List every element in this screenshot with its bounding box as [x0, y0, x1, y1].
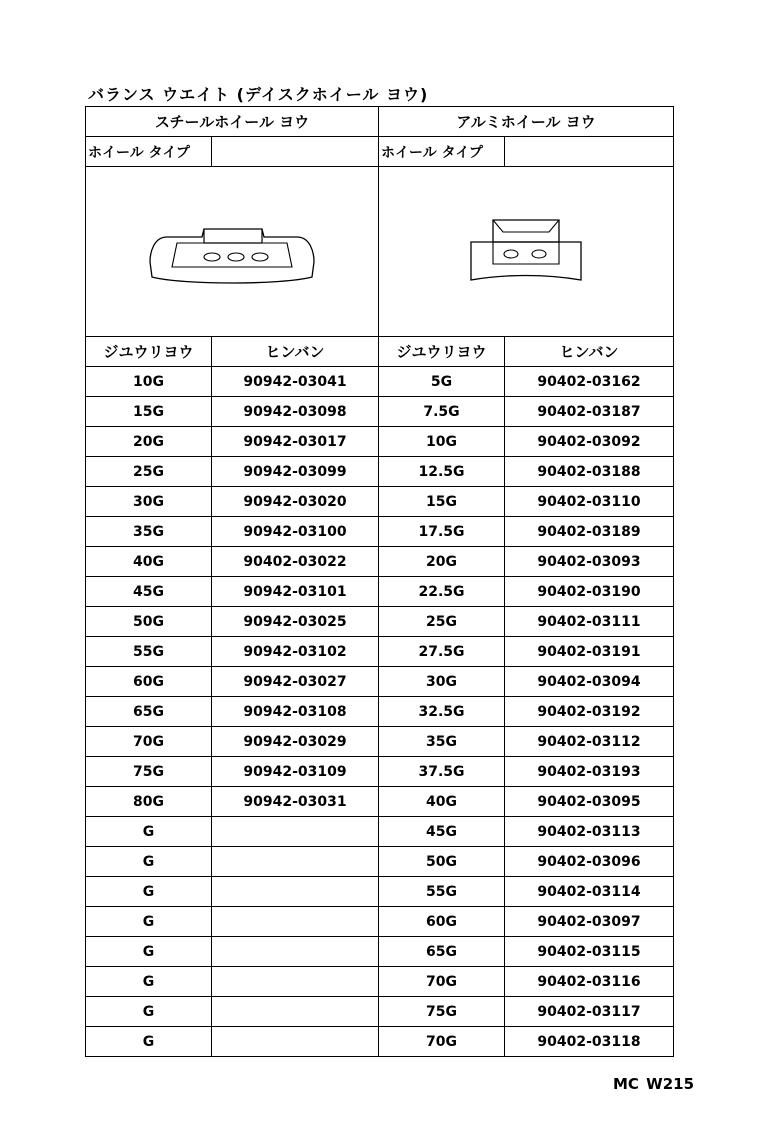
alum-weight-column-header: ジユウリヨウ	[379, 337, 505, 367]
table-row	[86, 427, 674, 457]
steel-part-cell: 90942-03031	[212, 787, 379, 817]
steel-weight-cell: G	[86, 877, 212, 907]
alum-part-cell: 90402-03110	[505, 487, 674, 517]
table-row	[86, 787, 674, 817]
alum-part-cell: 90402-03095	[505, 787, 674, 817]
alum-weight-cell: 65G	[379, 937, 505, 967]
steel-part-cell: 90942-03025	[212, 607, 379, 637]
alum-part-cell: 90402-03117	[505, 997, 674, 1027]
alum-weight-illustration	[379, 167, 674, 337]
alum-weight-cell: 60G	[379, 907, 505, 937]
table-row	[86, 607, 674, 637]
steel-part-cell	[212, 997, 379, 1027]
table-row	[86, 937, 674, 967]
alum-part-cell: 90402-03188	[505, 457, 674, 487]
alum-adhesive-weight-icon	[451, 202, 601, 302]
steel-part-cell: 90942-03099	[212, 457, 379, 487]
alum-part-cell: 90402-03112	[505, 727, 674, 757]
steel-part-cell	[212, 907, 379, 937]
alum-weight-cell: 75G	[379, 997, 505, 1027]
steel-weight-cell: 80G	[86, 787, 212, 817]
alum-weight-cell: 35G	[379, 727, 505, 757]
steel-part-cell	[212, 877, 379, 907]
alum-weight-cell: 27.5G	[379, 637, 505, 667]
steel-clip-weight-icon	[132, 207, 332, 297]
steel-weight-cell: G	[86, 967, 212, 997]
table-row	[86, 757, 674, 787]
steel-part-cell: 90402-03022	[212, 547, 379, 577]
table-row	[86, 877, 674, 907]
steel-part-column-header: ヒンバン	[212, 337, 379, 367]
steel-weight-cell: 35G	[86, 517, 212, 547]
alum-part-cell: 90402-03114	[505, 877, 674, 907]
alum-part-cell: 90402-03189	[505, 517, 674, 547]
steel-part-cell	[212, 847, 379, 877]
steel-weight-cell: 55G	[86, 637, 212, 667]
alum-weight-cell: 12.5G	[379, 457, 505, 487]
alum-part-cell: 90402-03193	[505, 757, 674, 787]
alum-weight-cell: 50G	[379, 847, 505, 877]
alum-part-cell: 90402-03162	[505, 367, 674, 397]
steel-weight-cell: 25G	[86, 457, 212, 487]
alum-weight-cell: 20G	[379, 547, 505, 577]
steel-part-cell: 90942-03109	[212, 757, 379, 787]
steel-weight-cell: G	[86, 817, 212, 847]
alum-weight-cell: 32.5G	[379, 697, 505, 727]
alum-weight-cell: 17.5G	[379, 517, 505, 547]
alum-part-cell: 90402-03191	[505, 637, 674, 667]
alum-part-cell: 90402-03115	[505, 937, 674, 967]
steel-weight-cell: 20G	[86, 427, 212, 457]
table-row	[86, 1027, 674, 1057]
table-row	[86, 397, 674, 427]
steel-wheel-header: スチールホイール ヨウ	[86, 107, 379, 137]
steel-part-cell	[212, 967, 379, 997]
steel-weight-column-header: ジユウリヨウ	[86, 337, 212, 367]
page-title: バランス ウエイト (デイスクホイール ヨウ)	[88, 85, 429, 104]
table-row	[86, 997, 674, 1027]
steel-weight-cell: G	[86, 847, 212, 877]
steel-wheel-type-label: ホイール タイプ	[86, 137, 212, 167]
alum-part-column-header: ヒンバン	[505, 337, 674, 367]
steel-weight-cell: G	[86, 1027, 212, 1057]
alum-weight-cell: 70G	[379, 1027, 505, 1057]
alum-part-cell: 90402-03096	[505, 847, 674, 877]
alum-weight-cell: 37.5G	[379, 757, 505, 787]
alum-weight-cell: 15G	[379, 487, 505, 517]
alum-part-cell: 90402-03111	[505, 607, 674, 637]
steel-part-cell: 90942-03100	[212, 517, 379, 547]
table-row	[86, 847, 674, 877]
steel-weight-cell: G	[86, 997, 212, 1027]
table-row	[86, 577, 674, 607]
steel-part-cell: 90942-03017	[212, 427, 379, 457]
table-row	[86, 457, 674, 487]
steel-part-cell	[212, 937, 379, 967]
steel-part-cell: 90942-03098	[212, 397, 379, 427]
alum-wheel-header: アルミホイール ヨウ	[379, 107, 674, 137]
table-row	[86, 817, 674, 847]
alum-part-cell: 90402-03113	[505, 817, 674, 847]
alum-part-cell: 90402-03187	[505, 397, 674, 427]
steel-part-cell: 90942-03102	[212, 637, 379, 667]
steel-weight-cell: 45G	[86, 577, 212, 607]
steel-part-cell: 90942-03108	[212, 697, 379, 727]
balance-weight-table	[85, 106, 674, 1057]
steel-part-cell: 90942-03029	[212, 727, 379, 757]
alum-weight-cell: 45G	[379, 817, 505, 847]
alum-part-cell: 90402-03094	[505, 667, 674, 697]
table-row	[86, 487, 674, 517]
steel-weight-cell: G	[86, 907, 212, 937]
alum-weight-cell: 55G	[379, 877, 505, 907]
steel-weight-cell: G	[86, 937, 212, 967]
steel-weight-cell: 75G	[86, 757, 212, 787]
table-row	[86, 667, 674, 697]
table-row	[86, 547, 674, 577]
alum-part-cell: 90402-03097	[505, 907, 674, 937]
steel-weight-cell: 40G	[86, 547, 212, 577]
alum-weight-cell: 7.5G	[379, 397, 505, 427]
alum-weight-cell: 5G	[379, 367, 505, 397]
table-row	[86, 967, 674, 997]
steel-part-cell	[212, 1027, 379, 1057]
table-row	[86, 367, 674, 397]
table-row	[86, 907, 674, 937]
steel-weight-cell: 30G	[86, 487, 212, 517]
alum-weight-cell: 22.5G	[379, 577, 505, 607]
alum-weight-cell: 30G	[379, 667, 505, 697]
steel-part-cell: 90942-03020	[212, 487, 379, 517]
alum-weight-cell: 25G	[379, 607, 505, 637]
alum-part-cell: 90402-03092	[505, 427, 674, 457]
alum-part-cell: 90402-03116	[505, 967, 674, 997]
steel-part-cell: 90942-03027	[212, 667, 379, 697]
table-row	[86, 727, 674, 757]
steel-weight-cell: 15G	[86, 397, 212, 427]
steel-weight-cell: 60G	[86, 667, 212, 697]
alum-part-cell: 90402-03093	[505, 547, 674, 577]
alum-wheel-type-label: ホイール タイプ	[379, 137, 505, 167]
steel-weight-cell: 10G	[86, 367, 212, 397]
steel-part-cell: 90942-03041	[212, 367, 379, 397]
table-row	[86, 517, 674, 547]
table-row	[86, 637, 674, 667]
steel-weight-cell: 50G	[86, 607, 212, 637]
page-code: MC W215	[613, 1075, 695, 1093]
alum-weight-cell: 40G	[379, 787, 505, 817]
alum-part-cell: 90402-03192	[505, 697, 674, 727]
alum-part-cell: 90402-03190	[505, 577, 674, 607]
steel-wheel-type-value	[212, 137, 379, 167]
steel-weight-illustration	[86, 167, 379, 337]
alum-weight-cell: 10G	[379, 427, 505, 457]
steel-part-cell	[212, 817, 379, 847]
alum-weight-cell: 70G	[379, 967, 505, 997]
steel-part-cell: 90942-03101	[212, 577, 379, 607]
steel-weight-cell: 65G	[86, 697, 212, 727]
steel-weight-cell: 70G	[86, 727, 212, 757]
alum-wheel-type-value	[505, 137, 674, 167]
table-row	[86, 697, 674, 727]
alum-part-cell: 90402-03118	[505, 1027, 674, 1057]
